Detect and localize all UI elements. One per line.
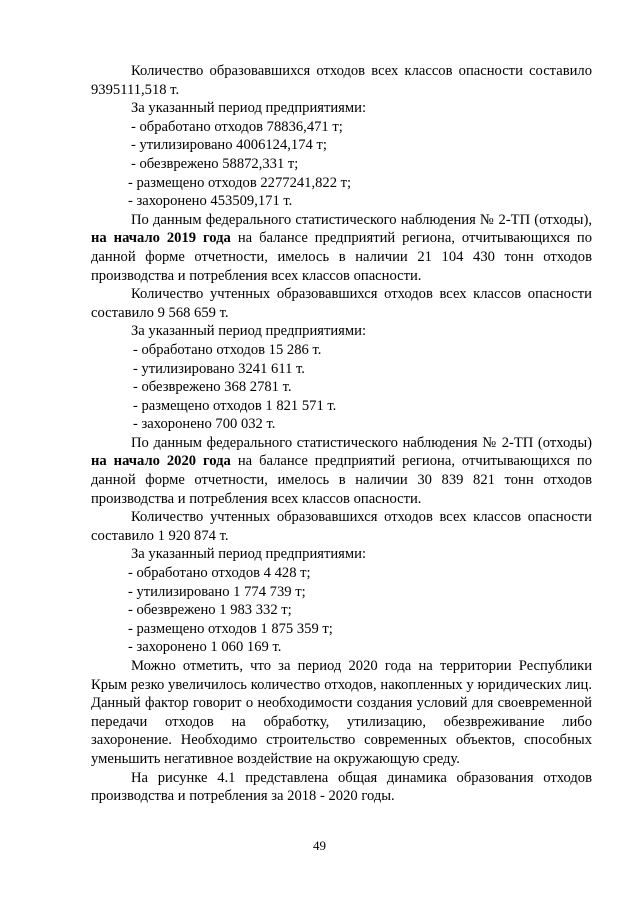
list-item: - размещено отходов 1 821 571 т. [133, 397, 337, 414]
list-item: - обработано отходов 4 428 т; [128, 565, 311, 582]
list-item: - утилизировано 1 774 739 т; [128, 583, 306, 600]
list-item: - размещено отходов 1 875 359 т; [128, 620, 333, 637]
list-item: - обработано отходов 15 286 т. [133, 341, 322, 358]
list-item: - утилизировано 4006124,174 т; [131, 137, 327, 154]
paragraph: За указанный период предприятиями: [131, 100, 366, 117]
paragraph: За указанный период предприятиями: [131, 546, 366, 563]
list-item: - захоронено 700 032 т. [133, 416, 276, 433]
list-item: - размещено отходов 2277241,822 т; [128, 174, 352, 191]
paragraph-text: на балансе предприятий региона, отчитывающихся по данной форме отчетности, имелось в наличии 21 104 430 тонн отходов производства и потребления всех классов опасности. [91, 230, 592, 284]
paragraph-text: По данным федерального статистического наблюдения № 2-ТП (отходы) [131, 434, 592, 451]
paragraph: Количество учтенных образовавшихся отходов всех классов опасности составило 9 568 659 т. [91, 286, 592, 321]
paragraph [91, 211, 592, 285]
paragraph: Можно отметить, что за период 2020 года на территории Республики Крым резко увеличилось количество отходов, накопленных у юридических лиц. Данный фактор говорит о необходимости создания условий для своевременной передачи отходов на обработку, утилизацию, обезвреживание либо захоронение. Необходимо строительство современных объектов, способных уменьшить негативное воздействие на окружающую среду. [91, 658, 592, 767]
paragraph: Количество образовавшихся отходов всех классов опасности составило 9395111,518 т. [91, 63, 592, 98]
paragraph-text: По данным федерального статистического наблюдения № 2-ТП (отходы), [131, 211, 592, 228]
page-number: 49 [313, 838, 326, 853]
list-item: - обезврежено 1 983 332 т; [128, 602, 292, 619]
list-item: - захоронено 453509,171 т. [128, 193, 293, 210]
bold-date: на начало 2020 года [91, 453, 231, 470]
paragraph: На рисунке 4.1 представлена общая динамика образования отходов производства и потребления за 2018 - 2020 годы. [91, 769, 592, 805]
list-item: - захоронено 1 060 169 т. [128, 639, 282, 656]
paragraph [91, 434, 592, 508]
list-item: - обезврежено 368 2781 т. [133, 379, 292, 396]
list-item: - утилизировано 3241 611 т. [133, 360, 305, 377]
paragraph: За указанный период предприятиями: [131, 323, 366, 340]
paragraph-text: на балансе предприятий региона, отчитывающихся по данной форме отчетности, имелось в наличии 30 839 821 тонн отходов производства и потребления всех классов опасности. [91, 453, 592, 507]
list-item: - обезврежено 58872,331 т; [131, 155, 299, 172]
paragraph: Количество учтенных образовавшихся отходов всех классов опасности составило 1 920 874 т. [91, 509, 592, 544]
body-text [91, 62, 592, 806]
list-item: - обработано отходов 78836,471 т; [131, 118, 343, 135]
bold-date: на начало 2019 года [91, 230, 231, 247]
